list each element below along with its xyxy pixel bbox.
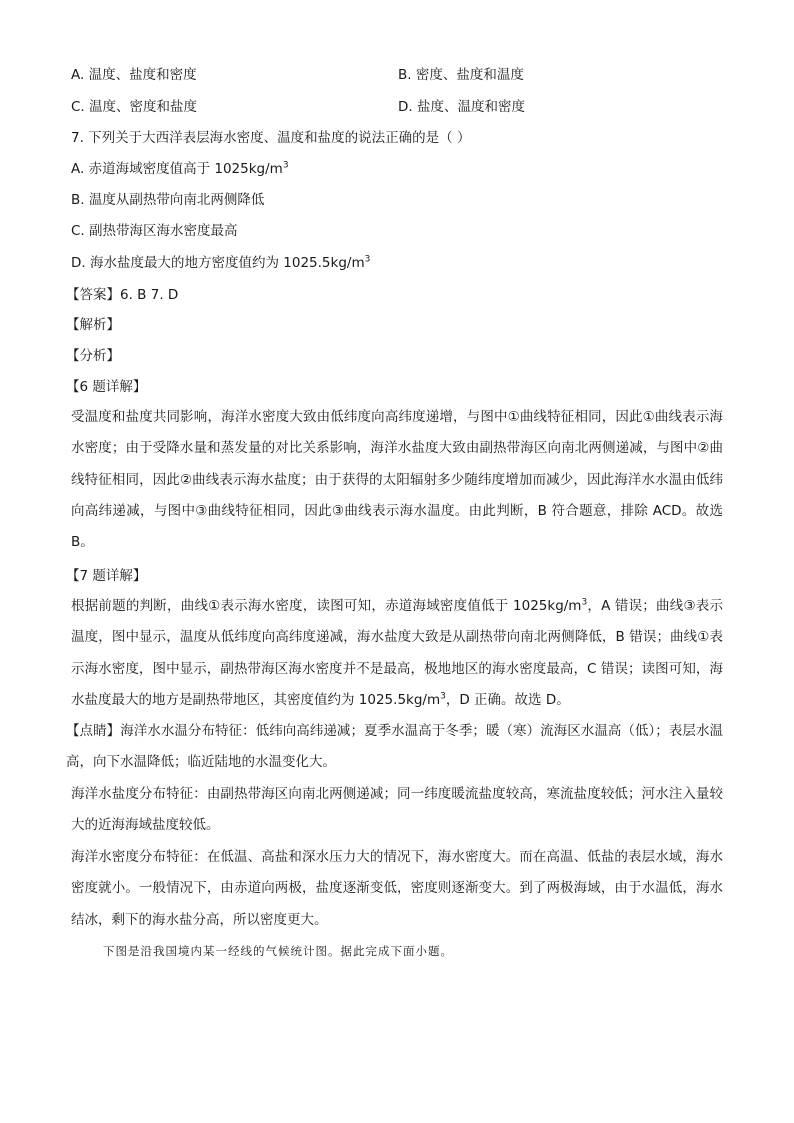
analysis-label: 【解析】 <box>66 317 120 333</box>
fenxi-label: 【分析】 <box>66 348 120 364</box>
q7-stem: 7. 下列关于大西洋表层海水密度、温度和盐度的说法正确的是（ ） <box>71 130 471 146</box>
dianjing-block-1: 【点睛】海洋水水温分布特征：低纬向高纬递减；夏季水温高于冬季；暖（寒）流海区水温高（低）；表层水温高，向下水温降低；临近陆地的水温变化大。 <box>66 723 723 771</box>
q7-detail-label: 【7 题详解】 <box>66 568 147 584</box>
q6-detail-text: 受温度和盐度共同影响，海洋水密度大致由低纬度向高纬度递增，与图中①曲线特征相同，因此①曲线表示海水密度；由于受降水量和蒸发量的对比关系影响，海洋水盐度大致由副热带海区向南北两侧递减，与图中②曲线特征相同，因此②曲线表示海水盐度；由于获得的太阳辐射多少随纬度增加而减少，因此海洋水水温由低纬向高纬递减，与图中③曲线特征相同，因此③曲线表示海水温度。由此判断，B 符合题意，排除 ACD。故选 B。 <box>71 409 723 551</box>
q6-detail-label: 【6 题详解】 <box>66 379 147 395</box>
q7-detail-text: 根据前题的判断，曲线①表示海水密度，读图可知，赤道海域密度值低于 $1025kg/m^3$，A 错误；曲线③表示温度，图中显示，温度从低纬度向高纬度递减，海水盐度大致是从副热带向南北两侧降低，B 错误；曲线①表示海水密度，图中显示，副热带海区海水密度并不是最高，极地地区的海水密度最高，C 错误；读图可知，海水盐度最大的地方是副热带地区，其密度值约为 $1025.5kg/m^3$，D 正确。故选 D。 <box>71 597 723 708</box>
dianjing-block-3: 海洋水密度分布特征：在低温、高盐和深水压力大的情况下，海水密度大。而在高温、低盐的表层水域，海水密度就小。一般情况下，由赤道向两极，盐度逐渐变低，密度则逐渐变大。到了两极海域，由于水温低，海水结冰，剩下的海水盐分高，所以密度更大。 <box>71 849 723 928</box>
dianjing-block-2: 海洋水盐度分布特征：由副热带海区向南北两侧递减；同一纬度暖流盐度较高，寒流盐度较低；河水注入量较大的近海海域盐度较低。 <box>71 786 723 834</box>
q6-option-a: A. 温度、盐度和密度 <box>71 67 197 83</box>
answer-label: 【答案】 <box>66 287 120 303</box>
answer-line <box>66 285 178 305</box>
q6-option-c: C. 温度、密度和盐度 <box>71 99 198 115</box>
q7-option-d: D. 海水盐度最大的地方密度值约为 $1025.5kg/m^3$ <box>71 254 371 271</box>
q6-option-b: B. 密度、盐度和温度 <box>398 67 524 83</box>
q7-option-b: B. 温度从副热带向南北两侧降低 <box>71 192 265 208</box>
next-question-intro: 下图是沿我国境内某一经线的气候统计图。据此完成下面小题。 <box>103 944 453 958</box>
q6-option-d: D. 盐度、温度和密度 <box>398 99 525 115</box>
answer-text: 6. B 7. D <box>120 287 179 303</box>
dianjing-label: 【点睛】 <box>66 723 121 739</box>
q7-option-a: A. 赤道海域密度值高于 $1025kg/m^3$ <box>71 160 289 177</box>
q7-option-c: C. 副热带海区海水密度最高 <box>71 223 238 239</box>
